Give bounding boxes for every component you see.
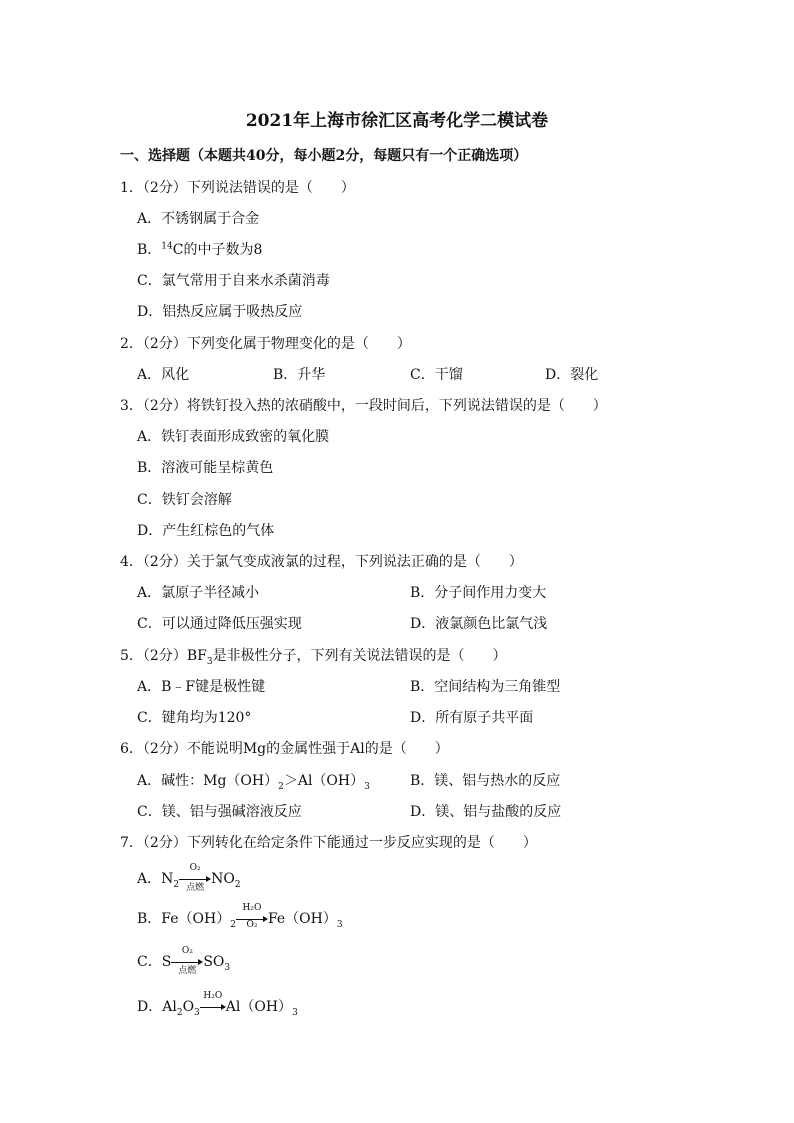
- question-6-option-a: A．碱性：$Mg(OH)_2>Al(OH)_3$: [137, 773, 370, 792]
- question-5-option-d: D．所有原子共平面: [410, 710, 534, 726]
- question-5-option-c: C．键角均为120°: [137, 710, 252, 726]
- question-1-option-b: B．$^{14}$C的中子数为8: [137, 241, 263, 258]
- question-6-option-b: B．镁、铝与热水的反应: [410, 773, 561, 789]
- question-4-stem: 4．（2分）关于氯气变成液氯的过程，下列说法正确的是（ ）: [120, 554, 523, 570]
- question-1-stem: 1．（2分）下列说法错误的是（ ）: [120, 180, 355, 196]
- question-5-stem: 5．（2分）$BF_3$是非极性分子，下列有关说法错误的是（ ）: [120, 648, 507, 667]
- question-3-option-b: B．溶液可能呈棕黄色: [137, 460, 274, 476]
- question-7-option-a: A．$N_2$ O₂ 点燃 $NO_2$: [137, 863, 241, 893]
- question-5-option-b: B．空间结构为三角锥型: [410, 679, 561, 695]
- page-title: 2021年上海市徐汇区高考化学二模试卷: [245, 111, 549, 131]
- question-2-option-d: D．裂化: [545, 367, 599, 383]
- section-heading: 一、选择题（本题共40分，每小题2分，每题只有一个正确选项）: [120, 148, 528, 164]
- question-4-option-a: A．氯原子半径减小: [137, 585, 260, 601]
- question-3-option-a: A．铁钉表面形成致密的氧化膜: [137, 429, 330, 445]
- question-1-option-a: A．不锈钢属于合金: [137, 211, 260, 227]
- reaction-arrow: O₂ 点燃: [171, 955, 203, 969]
- question-6-option-c: C．镁、铝与强碱溶液反应: [137, 804, 302, 820]
- question-7-option-d: D．$Al_2O_3$ H₂O $Al(OH)_3$: [137, 991, 298, 1018]
- question-4-option-d: D．液氯颜色比氯气浅: [410, 616, 548, 632]
- question-6-option-d: D．镁、铝与盐酸的反应: [410, 804, 562, 820]
- question-5-option-a: A．B﹣F键是极性键: [137, 679, 266, 695]
- question-7-option-b: B．$Fe(OH)_2$ $\frac{\text{H₂O}}{\text{O₂}}$ $Fe(OH)_3$: [137, 903, 343, 930]
- question-7-stem: 7．（2分）下列转化在给定条件下能通过一步反应实现的是（ ）: [120, 835, 537, 851]
- question-3-option-c: C．铁钉会溶解: [137, 492, 232, 508]
- reaction-arrow: H₂O: [200, 1000, 226, 1014]
- question-4-option-c: C．可以通过降低压强实现: [137, 616, 302, 632]
- question-2-option-b: B．升华: [273, 367, 326, 383]
- question-1-option-c: C．氯气常用于自来水杀菌消毒: [137, 273, 330, 289]
- question-4-option-b: B．分子间作用力变大: [410, 585, 547, 601]
- question-2-option-a: A．风化: [137, 367, 190, 383]
- question-7-option-c: C．S O₂ 点燃 $SO_3$: [137, 946, 231, 976]
- reaction-arrow: $\frac{\text{H₂O}}{\text{O₂}}$: [236, 912, 268, 926]
- question-3-option-d: D．产生红棕色的气体: [137, 523, 275, 539]
- reaction-arrow: O₂ 点燃: [179, 872, 211, 886]
- question-3-stem: 3．（2分）将铁钉投入热的浓硝酸中，一段时间后，下列说法错误的是（ ）: [120, 398, 607, 414]
- question-6-stem: 6．（2分）不能说明Mg的金属性强于Al的是（ ）: [120, 741, 449, 757]
- question-2-option-c: C．干馏: [410, 367, 463, 383]
- question-2-stem: 2．（2分）下列变化属于物理变化的是（ ）: [120, 336, 411, 352]
- question-1-option-d: D．铝热反应属于吸热反应: [137, 304, 303, 320]
